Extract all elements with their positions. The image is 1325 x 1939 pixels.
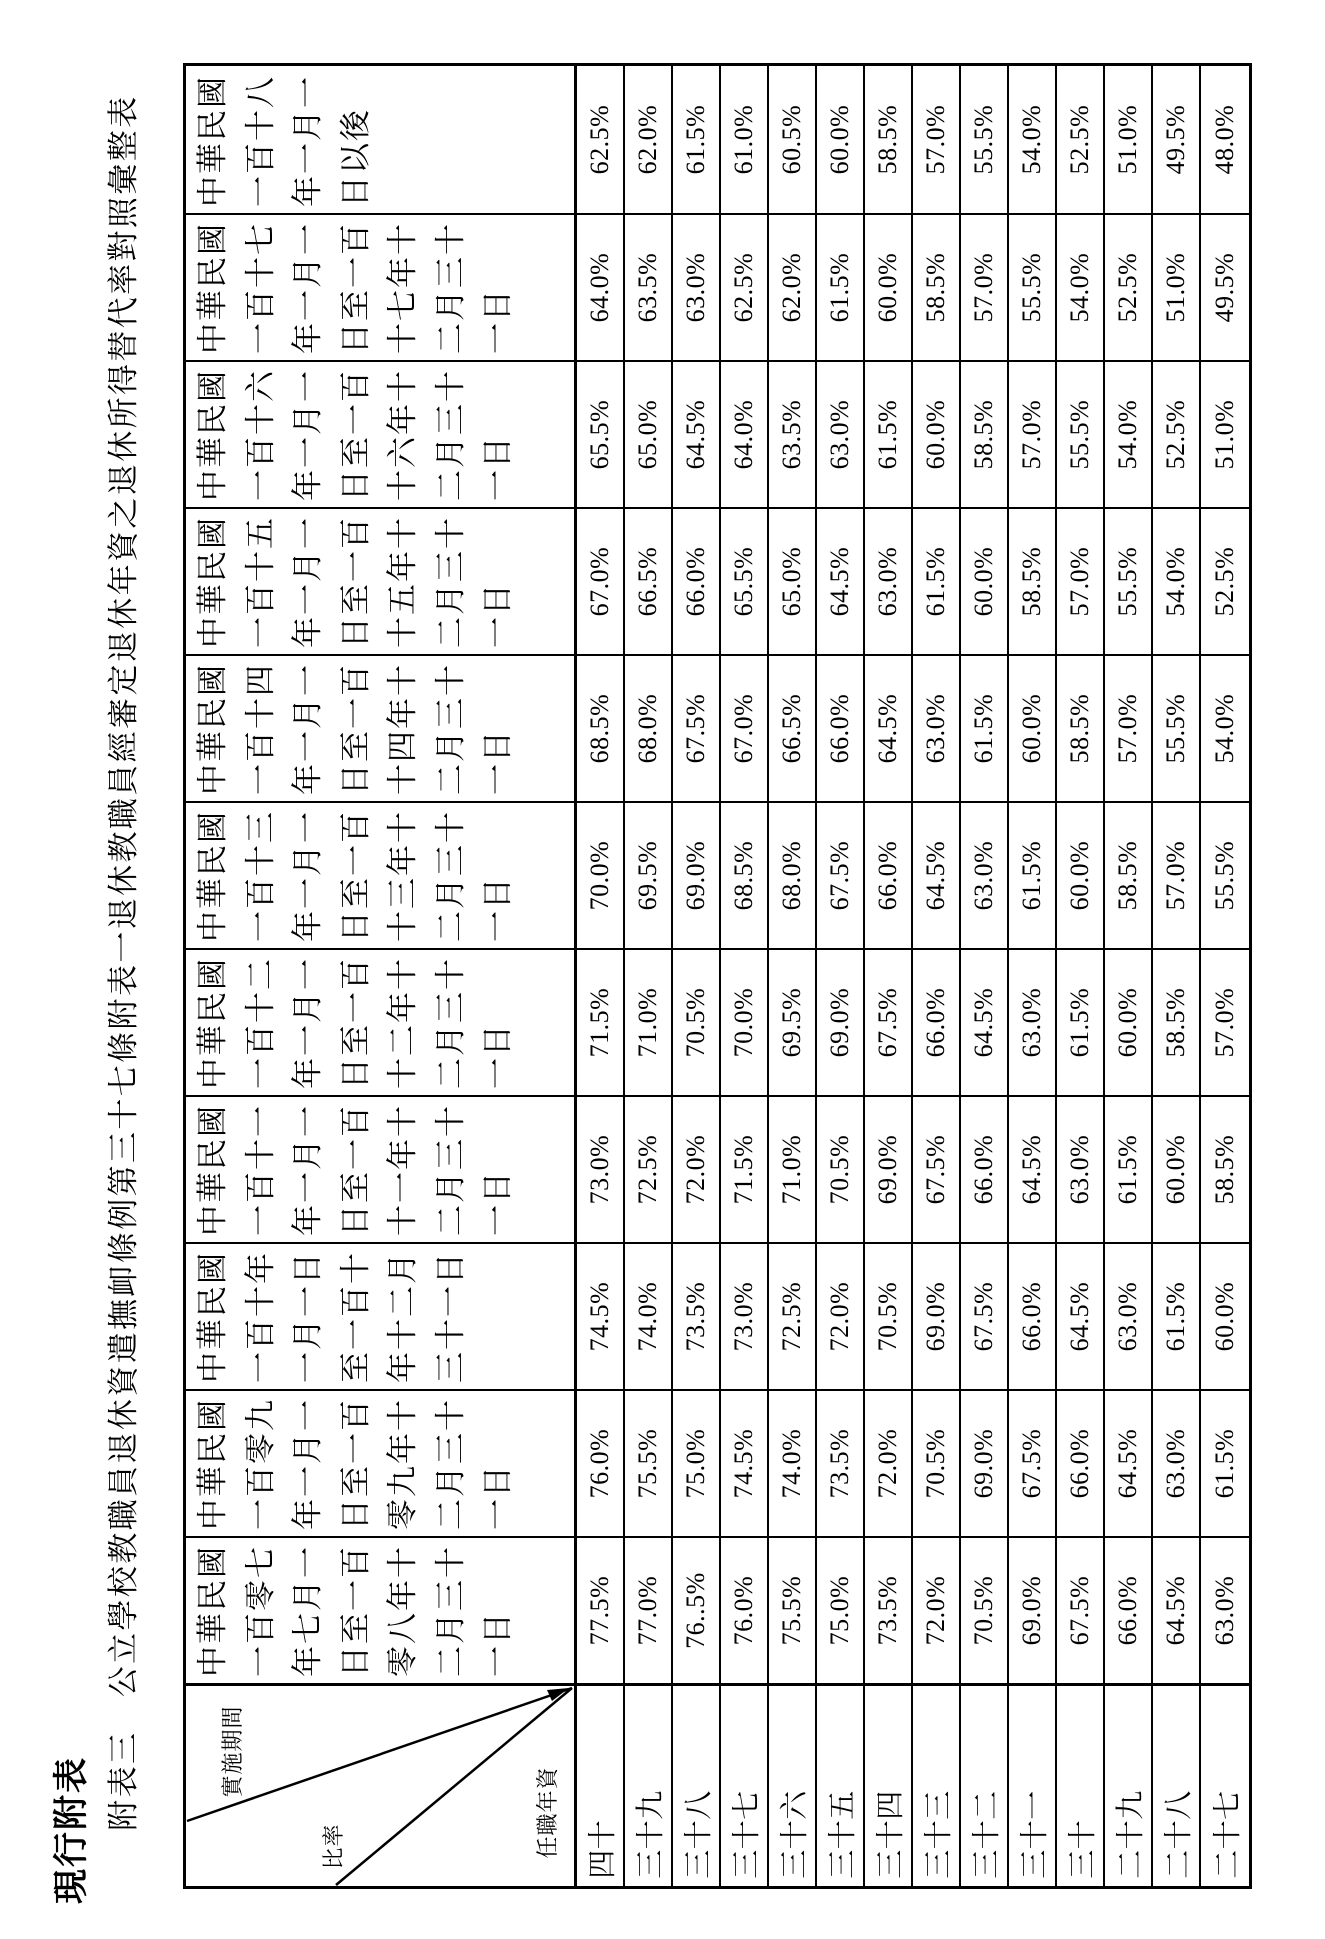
service-years-cell: 三 十 三 [913, 1683, 961, 1886]
header-line: 十二年十 [385, 959, 420, 1089]
service-years-cell: 三 十 二 [961, 1683, 1009, 1886]
rate-cell: 54.0% [1201, 654, 1249, 801]
rate-cell: 74.5% [721, 1389, 769, 1536]
header-line: 日至一百 [337, 1547, 373, 1677]
rate-cell: 74.5% [577, 1242, 625, 1389]
header-line: 中華民國 [195, 518, 230, 648]
rate-cell: 70.5% [817, 1095, 865, 1242]
rate-cell: 64.5% [865, 654, 913, 801]
rate-cell: 67.0% [721, 654, 769, 801]
period-header-text [186, 66, 379, 213]
header-line: 年一月一 [290, 77, 325, 207]
service-years-cell: 二 十 九 [1105, 1683, 1153, 1886]
period-header-text [186, 1097, 522, 1242]
period-header-cell [186, 801, 577, 948]
rate-cell: 64.0% [721, 360, 769, 507]
rate-cell: 67.5% [961, 1242, 1009, 1389]
period-header-text [186, 1538, 522, 1683]
rate-cell: 62.0% [625, 66, 673, 213]
rate-cell: 55.5% [1153, 654, 1201, 801]
header-line: 二月三十 [432, 959, 468, 1089]
rate-cell: 64.5% [817, 507, 865, 654]
service-years-cell: 三 十 六 [769, 1683, 817, 1886]
replacement-rate-table [183, 63, 1252, 1889]
rate-cell: 71.0% [625, 948, 673, 1095]
period-header-cell [186, 213, 577, 360]
header-line: 十四年十 [385, 665, 420, 795]
corner-header-cell [186, 1683, 577, 1886]
rate-cell: 65.5% [721, 507, 769, 654]
rate-cell: 61.0% [721, 66, 769, 213]
header-line: 十六年十 [385, 371, 420, 501]
rate-cell: 54.0% [1153, 507, 1201, 654]
period-header-cell [186, 948, 577, 1095]
header-line: 年一月一 [290, 959, 325, 1089]
period-header-cell [186, 360, 577, 507]
rate-cell: 72.0% [817, 1242, 865, 1389]
rate-cell: 67.5% [1057, 1536, 1105, 1683]
rate-cell: 52.5% [1105, 213, 1153, 360]
header-line: 一日 [480, 290, 515, 354]
header-line: 一百十四 [242, 665, 278, 795]
header-line: 中華民國 [195, 371, 230, 501]
rate-cell: 49.5% [1153, 66, 1201, 213]
rate-cell: 64.5% [1009, 1095, 1057, 1242]
rate-cell: 64.5% [1105, 1389, 1153, 1536]
header-line: 二月三十 [432, 1106, 468, 1236]
header-line: 一百十一 [242, 1106, 278, 1236]
rate-cell: 61.5% [1201, 1389, 1249, 1536]
header-line: 一百十年 [242, 1253, 278, 1383]
rate-cell: 51.0% [1105, 66, 1153, 213]
period-header-text [186, 509, 522, 654]
rate-cell: 65.5% [577, 360, 625, 507]
header-line: 中華民國 [195, 665, 230, 795]
rate-cell: 69.0% [817, 948, 865, 1095]
rate-cell: 52.5% [1057, 66, 1105, 213]
rate-cell: 73.0% [577, 1095, 625, 1242]
document-title: 附表三公立學校教職員退休資遣撫卹條例第三十七條附表一退休教職員經審定退休年資之退休所得替代率對照彙整表 [106, 96, 141, 1831]
rate-cell: 69.5% [625, 801, 673, 948]
header-line: 二月三十 [432, 224, 468, 354]
period-header-cell [186, 66, 577, 213]
rate-cell: 63.0% [1105, 1242, 1153, 1389]
rate-cell: 51.0% [1153, 213, 1201, 360]
rate-cell: 57.0% [1057, 507, 1105, 654]
service-years-cell: 三 十 [1057, 1683, 1105, 1886]
header-line: 日至一百 [337, 959, 373, 1089]
rate-cell: 73.5% [817, 1389, 865, 1536]
rate-cell: 60.0% [961, 507, 1009, 654]
rate-cell: 68.0% [625, 654, 673, 801]
rate-cell: 68.5% [577, 654, 625, 801]
header-line: 年一月一 [290, 665, 325, 795]
rate-cell: 69.0% [865, 1095, 913, 1242]
header-line: 年一月一 [290, 812, 325, 942]
rate-cell: 55.5% [1201, 801, 1249, 948]
service-years-cell: 二 十 七 [1201, 1683, 1249, 1886]
rate-cell: 69.5% [769, 948, 817, 1095]
rate-cell: 60.0% [1105, 948, 1153, 1095]
rate-cell: 60.0% [1153, 1095, 1201, 1242]
rate-cell: 61.5% [913, 507, 961, 654]
header-line: 一百十三 [242, 812, 278, 942]
rate-cell: 60.0% [1201, 1242, 1249, 1389]
header-line: 一日 [480, 731, 515, 795]
rate-cell: 66.0% [1057, 1389, 1105, 1536]
rate-cell: 63.0% [1057, 1095, 1105, 1242]
rate-cell: 64.5% [673, 360, 721, 507]
rate-cell: 61.5% [1057, 948, 1105, 1095]
rate-cell: 67.5% [865, 948, 913, 1095]
rate-cell: 73.5% [673, 1242, 721, 1389]
service-years-cell: 三 十 一 [1009, 1683, 1057, 1886]
rate-cell: 66.0% [1009, 1242, 1057, 1389]
rate-cell: 61.5% [1009, 801, 1057, 948]
rate-cell: 55.5% [1009, 213, 1057, 360]
rate-cell: 63.0% [673, 213, 721, 360]
rate-cell: 70.5% [865, 1242, 913, 1389]
rate-cell: 66.5% [625, 507, 673, 654]
rate-cell: 61.5% [961, 654, 1009, 801]
header-line: 零八年十 [385, 1547, 420, 1677]
rate-cell: 60.5% [769, 66, 817, 213]
rate-cell: 64.5% [1153, 1536, 1201, 1683]
header-line: 一百十二 [242, 959, 278, 1089]
service-years-cell: 四 十 [577, 1683, 625, 1886]
header-line: 一百零七 [242, 1547, 278, 1677]
header-line: 一百零九 [242, 1400, 278, 1530]
rate-cell: 57.0% [1105, 654, 1153, 801]
rate-cell: 63.0% [865, 507, 913, 654]
rate-cell: 75.5% [625, 1389, 673, 1536]
rate-cell: 60.0% [913, 360, 961, 507]
rate-cell: 69.0% [1009, 1536, 1057, 1683]
header-line: 一月一日 [290, 1253, 325, 1383]
rate-cell: 64.5% [1057, 1242, 1105, 1389]
service-years-cell: 二 十 八 [1153, 1683, 1201, 1886]
rate-cell: 62.5% [721, 213, 769, 360]
header-line: 至一百十 [337, 1253, 373, 1383]
period-header-cell [186, 654, 577, 801]
header-line: 一日 [480, 878, 515, 942]
current-table-stamp: 現行附表 [52, 1758, 91, 1905]
rate-cell: 51.0% [1201, 360, 1249, 507]
period-header-text [186, 656, 522, 801]
rate-cell: 70.0% [721, 948, 769, 1095]
rate-cell: 52.5% [1153, 360, 1201, 507]
header-line: 年一月一 [290, 1400, 325, 1530]
rate-cell: 76.0% [721, 1536, 769, 1683]
header-line: 中華民國 [195, 77, 230, 207]
header-line: 零九年十 [385, 1400, 420, 1530]
rate-cell: 63.0% [1201, 1536, 1249, 1683]
rate-cell: 60.0% [1057, 801, 1105, 948]
rate-cell: 55.5% [961, 66, 1009, 213]
rate-cell: 60.0% [865, 213, 913, 360]
rate-cell: 55.5% [1057, 360, 1105, 507]
header-line: 中華民國 [195, 1253, 230, 1383]
rate-cell: 63.0% [1153, 1389, 1201, 1536]
rate-cell: 70.0% [577, 801, 625, 948]
header-line: 年一月一 [290, 518, 325, 648]
header-line: 日至一百 [337, 665, 373, 795]
rate-cell: 54.0% [1009, 66, 1057, 213]
rate-cell: 57.0% [913, 66, 961, 213]
rate-cell: 68.0% [769, 801, 817, 948]
header-line: 二月三十 [432, 665, 468, 795]
header-line: 十一年十 [385, 1106, 420, 1236]
header-line: 三十一日 [432, 1253, 468, 1383]
rate-cell: 67.0% [577, 507, 625, 654]
rate-cell: 64.5% [913, 801, 961, 948]
rate-cell: 72.5% [625, 1095, 673, 1242]
rate-cell: 57.0% [961, 213, 1009, 360]
header-line: 日至一百 [337, 1400, 373, 1530]
rate-cell: 75.0% [817, 1536, 865, 1683]
header-line: 一日 [480, 1172, 515, 1236]
header-line: 二月三十 [432, 812, 468, 942]
header-line: 二月三十 [432, 1400, 468, 1530]
period-header-cell [186, 1389, 577, 1536]
rate-cell: 70.5% [961, 1536, 1009, 1683]
rate-cell: 60.0% [1009, 654, 1057, 801]
rate-cell: 67.5% [913, 1095, 961, 1242]
service-years-cell: 三 十 四 [865, 1683, 913, 1886]
rate-cell: 70.5% [673, 948, 721, 1095]
header-line: 年一月一 [290, 1106, 325, 1236]
rate-cell: 71.5% [577, 948, 625, 1095]
rate-cell: 57.0% [1009, 360, 1057, 507]
rate-cell: 58.5% [913, 213, 961, 360]
rate-cell: 60.0% [817, 66, 865, 213]
header-line: 二月三十 [432, 518, 468, 648]
rate-cell: 71.0% [769, 1095, 817, 1242]
header-line: 日至一百 [337, 812, 373, 942]
rate-cell: 72.0% [673, 1095, 721, 1242]
header-line: 年一月一 [290, 224, 325, 354]
rate-cell: 77.5% [577, 1536, 625, 1683]
header-line: 日至一百 [337, 371, 373, 501]
service-years-cell: 三 十 八 [673, 1683, 721, 1886]
header-line: 中華民國 [195, 224, 230, 354]
rate-cell: 52.5% [1201, 507, 1249, 654]
rate-cell: 66.5% [769, 654, 817, 801]
header-line: 中華民國 [195, 812, 230, 942]
rate-cell: 55.5% [1105, 507, 1153, 654]
header-line: 十七年十 [385, 224, 420, 354]
service-years-cell: 三 十 九 [625, 1683, 673, 1886]
rate-cell: 66.0% [817, 654, 865, 801]
rate-cell: 71.5% [721, 1095, 769, 1242]
header-line: 一日 [480, 437, 515, 501]
rate-cell: 69.0% [961, 1389, 1009, 1536]
rate-cell: 63.0% [1009, 948, 1057, 1095]
rate-cell: 61.5% [673, 66, 721, 213]
rate-cell: 65.0% [625, 360, 673, 507]
rate-cell: 63.0% [913, 654, 961, 801]
period-header-cell [186, 507, 577, 654]
header-line: 中華民國 [195, 1106, 230, 1236]
header-line: 年一月一 [290, 371, 325, 501]
rate-cell: 57.0% [1201, 948, 1249, 1095]
header-line: 十三年十 [385, 812, 420, 942]
rate-cell: 70.5% [913, 1389, 961, 1536]
rate-cell: 62.0% [769, 213, 817, 360]
header-line: 日至一百 [337, 1106, 373, 1236]
service-years-cell: 三 十 五 [817, 1683, 865, 1886]
rate-cell: 48.0% [1210, 104, 1239, 175]
rate-cell: 67.5% [1009, 1389, 1057, 1536]
rate-cell: 63.5% [625, 213, 673, 360]
header-line: 一百十七 [242, 224, 278, 354]
period-header-cell [186, 1536, 577, 1683]
period-header-cell [186, 1242, 577, 1389]
header-line: 十五年十 [385, 518, 420, 648]
rate-cell: 74.0% [625, 1242, 673, 1389]
rate-cell: 69.0% [913, 1242, 961, 1389]
rate-cell: 76.0% [577, 1389, 625, 1536]
rate-cell: 66.0% [913, 948, 961, 1095]
rate-cell: 69.0% [673, 801, 721, 948]
rate-cell: 58.5% [1057, 654, 1105, 801]
rate-cell: 58.5% [961, 360, 1009, 507]
rate-cell: 61.5% [817, 213, 865, 360]
rate-cell: 66.0% [1105, 1536, 1153, 1683]
period-header-text [186, 1244, 474, 1389]
rate-cell: 76..5% [673, 1536, 721, 1683]
rate-cell: 64.0% [577, 213, 625, 360]
period-header-cell [186, 1095, 577, 1242]
corner-label-service-years: 任職年資 [535, 1767, 560, 1859]
period-header-text [186, 1391, 522, 1536]
rate-cell: 58.5% [865, 66, 913, 213]
rate-cell: 66.0% [673, 507, 721, 654]
rate-cell: 63.0% [961, 801, 1009, 948]
rate-cell: 54.0% [1057, 213, 1105, 360]
header-line: 日至一百 [337, 224, 373, 354]
header-line: 一日 [480, 1613, 515, 1677]
period-header-text [186, 950, 522, 1095]
period-header-text [186, 803, 522, 948]
header-line: 一百十八 [242, 77, 278, 207]
header-line: 二月三十 [432, 371, 468, 501]
rate-cell: 63.5% [769, 360, 817, 507]
rate-cell: 75.5% [769, 1536, 817, 1683]
rate-cell: 49.5% [1201, 213, 1249, 360]
rate-cell: 68.5% [721, 801, 769, 948]
service-years-cell: 三 十 七 [721, 1683, 769, 1886]
rate-cell: 63.0% [817, 360, 865, 507]
rate-cell: 67.5% [817, 801, 865, 948]
rate-cell: 58.5% [1105, 801, 1153, 948]
rate-cell: 58.5% [1009, 507, 1057, 654]
header-line: 一百十六 [242, 371, 278, 501]
rate-cell: 65.0% [769, 507, 817, 654]
rate-cell: 57.0% [1153, 801, 1201, 948]
period-header-text [186, 215, 522, 360]
rate-cell: 72.0% [865, 1389, 913, 1536]
rate-cell: 75.0% [673, 1389, 721, 1536]
rate-cell: 77.0% [625, 1536, 673, 1683]
rate-cell: 62.5% [577, 66, 625, 213]
rate-cell: 74.0% [769, 1389, 817, 1536]
header-line: 中華民國 [195, 959, 230, 1089]
header-line: 中華民國 [195, 1400, 230, 1530]
period-header-text [186, 362, 522, 507]
header-line: 一日 [480, 1025, 515, 1089]
rate-cell: 66.0% [961, 1095, 1009, 1242]
header-line: 日至一百 [337, 518, 373, 648]
rate-cell: 73.5% [865, 1536, 913, 1683]
header-line: 二月三十 [432, 1547, 468, 1677]
header-line: 年十二月 [385, 1253, 420, 1383]
rate-cell: 72.5% [769, 1242, 817, 1389]
corner-label-implementation-period: 實施期間 [220, 1706, 245, 1798]
rate-cell: 58.5% [1153, 948, 1201, 1095]
header-line: 一日 [480, 584, 515, 648]
header-line: 年七月一 [290, 1547, 325, 1677]
rate-cell: 66.0% [865, 801, 913, 948]
header-line: 日以後 [337, 110, 373, 207]
rate-cell: 61.5% [865, 360, 913, 507]
corner-label-ratio: 比率 [321, 1824, 346, 1870]
rate-cell: 61.5% [1153, 1242, 1201, 1389]
rate-cell: 67.5% [673, 654, 721, 801]
header-line: 中華民國 [195, 1547, 230, 1677]
rate-cell: 54.0% [1105, 360, 1153, 507]
rate-cell: 72.0% [913, 1536, 961, 1683]
header-line: 一百十五 [242, 518, 278, 648]
rate-cell: 64.5% [961, 948, 1009, 1095]
header-line: 一日 [480, 1466, 515, 1530]
rate-cell: 73.0% [721, 1242, 769, 1389]
rate-cell: 61.5% [1105, 1095, 1153, 1242]
rate-cell: 58.5% [1201, 1095, 1249, 1242]
